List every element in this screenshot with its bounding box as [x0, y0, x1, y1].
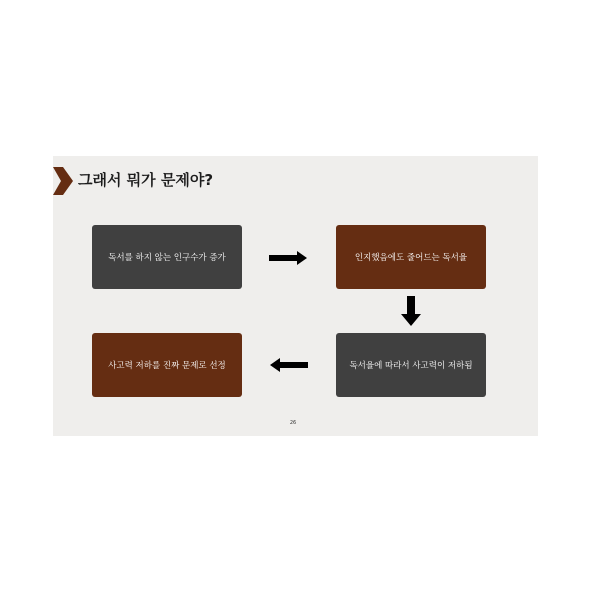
flow-step-2: 인지했음에도 줄어드는 독서율 [336, 225, 486, 289]
flow-step-4: 사고력 저하를 진짜 문제로 선정 [92, 333, 242, 397]
arrow-right-icon [269, 251, 307, 265]
flow-step-1: 독서를 하지 않는 인구수가 증가 [92, 225, 242, 289]
chevron-right-icon [53, 167, 75, 195]
arrow-down-icon [401, 296, 421, 326]
arrow-left-icon [270, 358, 308, 372]
slide-title: 그래서 뭐가 문제야? [78, 171, 214, 189]
page-number: 26 [289, 420, 297, 426]
flow-step-3: 독서율에 따라서 사고력이 저하됨 [336, 333, 486, 397]
slide [53, 156, 538, 436]
